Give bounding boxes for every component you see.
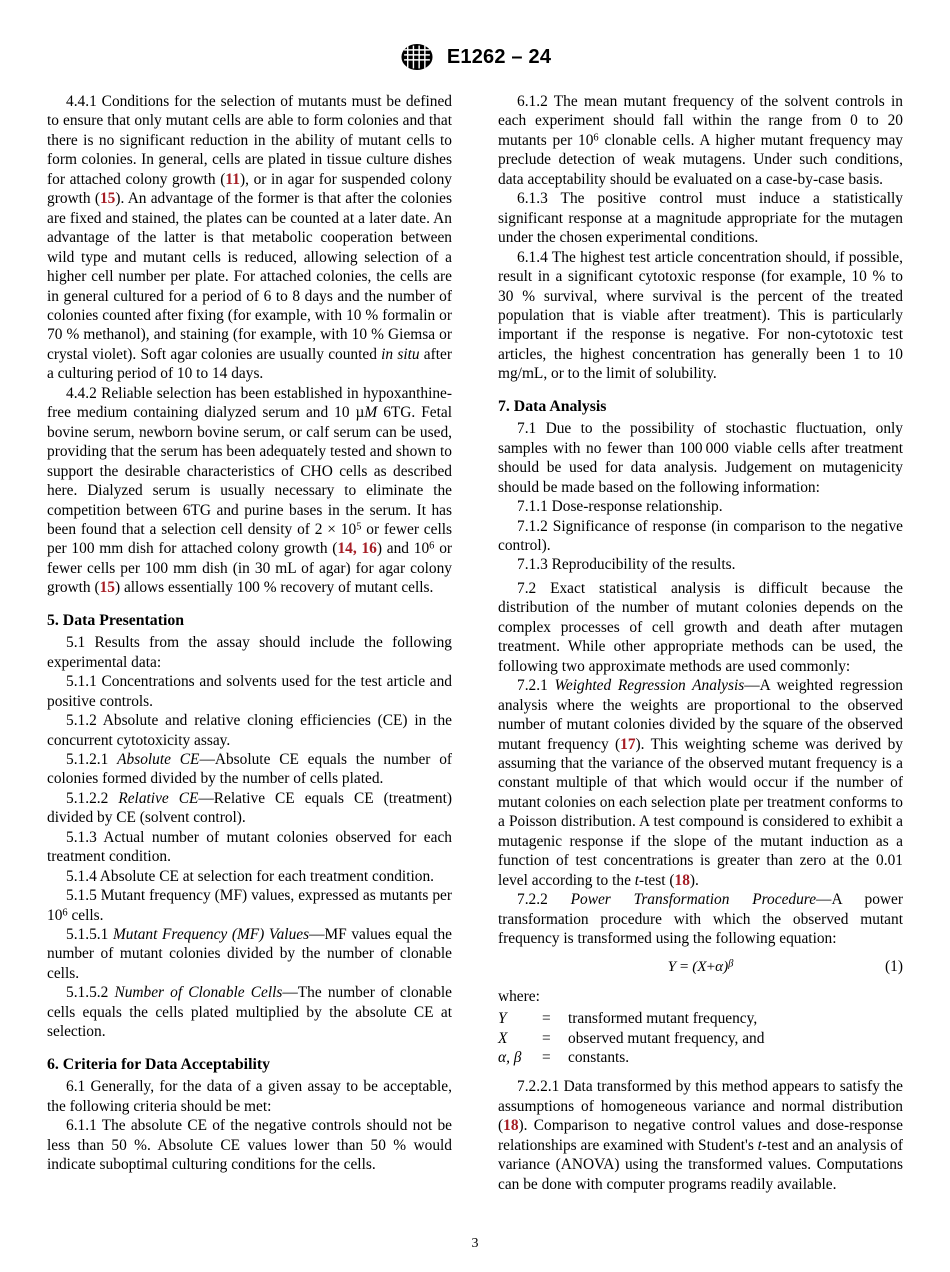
term-mutant-frequency-values: Mutant Frequency (MF) Values <box>112 926 310 944</box>
paragraph-5-1-2: 5.1.2 Absolute and relative cloning efficiencies (CE) in the concurrent cytotoxicity assay. <box>47 712 452 749</box>
paragraph-7-1-3: 7.1.3 Reproducibility of the results. <box>517 556 736 574</box>
section-heading-7: 7. Data Analysis <box>498 397 607 415</box>
paragraph-5-1-1: 5.1.1 Concentrations and solvents used for the test article and positive controls. <box>47 673 452 710</box>
paragraph-5-1: 5.1 Results from the assay should include the following experimental data: <box>47 634 452 671</box>
astm-logo-icon <box>399 42 435 72</box>
paragraph-7-2-2: 7.2.2 Power Transformation Procedure—A power transformation procedure with which the observed mutant frequency is transformed using the following equation: <box>498 891 903 948</box>
term-power-transformation-procedure: Power Transformation Procedure <box>570 891 817 909</box>
definition-text: observed mutant frequency, and <box>568 1029 765 1047</box>
reference-18: 18 <box>674 871 690 889</box>
definition-row <box>498 1048 903 1067</box>
paragraph-6-1-4: 6.1.4 The highest test article concentration should, if possible, result in a significant cytotoxic response (for example, 10 % to 30 % survival, where survival is the percent of the treated population that is viable after treatment). This is particularly important if the response is negative. For non-cytotoxic test articles, the highest concentration has generally been 1 to 10 mg/mL, or to the limit of solubility. <box>498 248 903 383</box>
paragraph-7-1-1: 7.1.1 Dose-response relationship. <box>517 498 723 516</box>
paragraph-5-1-4: 5.1.4 Absolute CE at selection for each treatment condition. <box>66 867 434 885</box>
definition-symbol: Y <box>498 1010 507 1028</box>
reference-11: 11 <box>225 170 240 188</box>
page-number: 3 <box>471 1236 479 1251</box>
definition-equals: = <box>542 1048 551 1066</box>
definition-text: constants. <box>568 1048 630 1066</box>
right-column <box>498 92 903 1194</box>
paragraph-7-2: 7.2 Exact statistical analysis is difficult because the distribution of the number of mutant colonies depends on the complex processes of cell growth and death after mutagen treatment. While other appropriate methods can be used, the following two approximate methods are used commonly: <box>498 579 903 675</box>
where-label: where: <box>498 987 540 1005</box>
standard-designation: E1262 – 24 <box>446 45 552 68</box>
paragraph-5-1-2-1: 5.1.2.1 Absolute CE—Absolute CE equals the number of colonies formed divided by the number of cells plated. <box>47 750 453 788</box>
paragraph-5-1-5: 5.1.5 Mutant frequency (MF) values, expressed as mutants per $10^6$ cells. <box>47 887 452 924</box>
definition-symbol: α, β <box>498 1048 522 1066</box>
two-column-body <box>47 92 903 1194</box>
paragraph-6-1-2: 6.1.2 The mean mutant frequency of the solvent controls in each experiment should fall within the range from 0 to 20 mutants per $10^6$ clonable cells. A higher mutant frequency may preclude detection of weak mutagens. Under such conditions, data acceptability should be evaluated on a case-by-case basis. <box>498 93 903 188</box>
term-relative-ce: Relative CE <box>118 789 199 807</box>
term-weighted-regression-analysis: Weighted Regression Analysis <box>554 677 745 695</box>
left-column <box>47 92 452 1194</box>
page-footer <box>0 1236 950 1252</box>
term-absolute-ce: Absolute CE <box>117 750 200 768</box>
term-number-of-clonable-cells: Number of Clonable Cells <box>114 984 283 1002</box>
definition-equals: = <box>542 1010 551 1028</box>
paragraph-7-1: 7.1 Due to the possibility of stochastic fluctuation, only samples with no fewer than 100 000 viable cells after treatment should be used for data analysis. Judgement on mutagenicity should be made based on the following information: <box>498 420 903 496</box>
reference-14-16: 14, 16 <box>337 540 377 558</box>
italic-in-situ: in situ <box>381 345 420 363</box>
paragraph-5-1-5-2: 5.1.5.2 Number of Clonable Cells—The number of clonable cells equals the cells plated multiplied by the absolute CE at selection. <box>47 984 452 1041</box>
definition-equals: = <box>542 1029 551 1047</box>
reference-18b: 18 <box>503 1117 519 1135</box>
paragraph-6-1: 6.1 Generally, for the data of a given assay to be acceptable, the following criteria should be met: <box>47 1078 452 1115</box>
paragraph-5-1-3: 5.1.3 Actual number of mutant colonies observed for each treatment condition. <box>47 828 452 866</box>
paragraph-4-4-2: 4.4.2 Reliable selection has been established in hypoxanthine-free medium containing dialyzed serum and 10 µM 6TG. Fetal bovine serum, newborn bovine serum, or calf serum can be used, providing that the serum has been adequately tested and shown to support the desirable characteristics of CHO cells as described here. Dialyzed serum is usually necessary to eliminate the competition between 6TG and purine bases in the serum. It has been found that a selection cell density of $2 \times 10^5$ or fewer cells per 100 mm dish for attached colony growth (14, 16) and $10^6$ or fewer cells per 100 mm dish (in 30 mL of agar) for agar colony growth (15) allows essentially 100 % recovery of mutant cells. <box>47 384 453 597</box>
paragraph-5-1-2-2: 5.1.2.2 Relative CE—Relative CE equals CE (treatment) divided by CE (solvent control). <box>47 789 453 827</box>
page-header <box>0 42 950 72</box>
equation-1-number: (1) <box>885 958 903 976</box>
section-heading-6: 6. Criteria for Data Acceptability <box>47 1055 270 1073</box>
section-heading-5: 5. Data Presentation <box>47 611 185 629</box>
paragraph-6-1-1: 6.1.1 The absolute CE of the negative controls should not be less than 50 %. Absolute CE values lower than 50 % would indicate suboptimal culturing conditions for the cells. <box>47 1117 452 1174</box>
definition-text: transformed mutant frequency, <box>568 1010 758 1028</box>
reference-15: 15 <box>99 190 116 208</box>
paragraph-6-1-3: 6.1.3 The positive control must induce a statistically significant response at a magnitude appropriate for the mutagen under the chosen experimental conditions. <box>498 190 903 247</box>
equation-1-body: $Y = (X+\alpha)^\beta$ <box>667 958 734 976</box>
reference-15b: 15 <box>99 579 115 597</box>
paragraph-7-1-2: 7.1.2 Significance of response (in comparison to the negative control). <box>498 517 903 554</box>
paragraph-7-2-2-1: 7.2.2.1 Data transformed by this method appears to satisfy the assumptions of homogeneous variance and normal distribution (18). Comparison to negative control values and dose-response relationships are examined with Student's t-test and an analysis of variance (ANOVA) using the transformed values. Computations can be done with computer programs readily available. <box>498 1078 903 1193</box>
reference-17: 17 <box>620 735 636 753</box>
paragraph-4-4-1: 4.4.1 Conditions for the selection of mutants must be defined to ensure that only mutant cells are able to form colonies and that there is no significant reduction in the ability of mutant cells to form colonies. In general, cells are plated in tissue culture dishes for attached colony growth (11), or in agar for suspended colony growth (15). An advantage of the former is that after the colonies are fixed and stained, the plates can be counted at a later date. An advantage of the latter is that metabolic cooperation between wild type and mutant cells is reduced, allowing selection of a higher cell number per plate. For attached colonies, the cells are in general cultured for a period of 6 to 8 days and the number of colonies counted after fixing (for example, with 10 % formalin or 70 % methanol), and staining (for example, with 10 % Giemsa or crystal violet). Soft agar colonies are usually counted in situ after a culturing period of 10 to 14 days. <box>47 93 453 383</box>
paragraph-7-2-1: 7.2.1 Weighted Regression Analysis—A weighted regression analysis where the weights are proportional to the observed number of mutant colonies divided by the square of the observed mutant frequency (17). This weighting scheme was derived by assuming that the variance of the observed mutant frequency is a constant multiple of that which would occur if the number of mutant colonies on each selection plate per treatment conforms to a Poisson distribution. A test compound is considered to exhibit a mutagenic response if the slope of the mutant induction as a function of test concentrations is greater than zero at the 0.01 level according to the t-test (18). <box>498 677 903 889</box>
symbol-definition-list <box>498 1009 903 1067</box>
equation-1-block <box>498 948 903 982</box>
definition-row <box>498 1029 903 1048</box>
paragraph-5-1-5-1: 5.1.5.1 Mutant Frequency (MF) Values—MF values equal the number of mutant colonies divided by the number of clonable cells. <box>47 926 452 982</box>
definition-symbol: X <box>498 1029 508 1047</box>
definition-row <box>498 1009 903 1028</box>
